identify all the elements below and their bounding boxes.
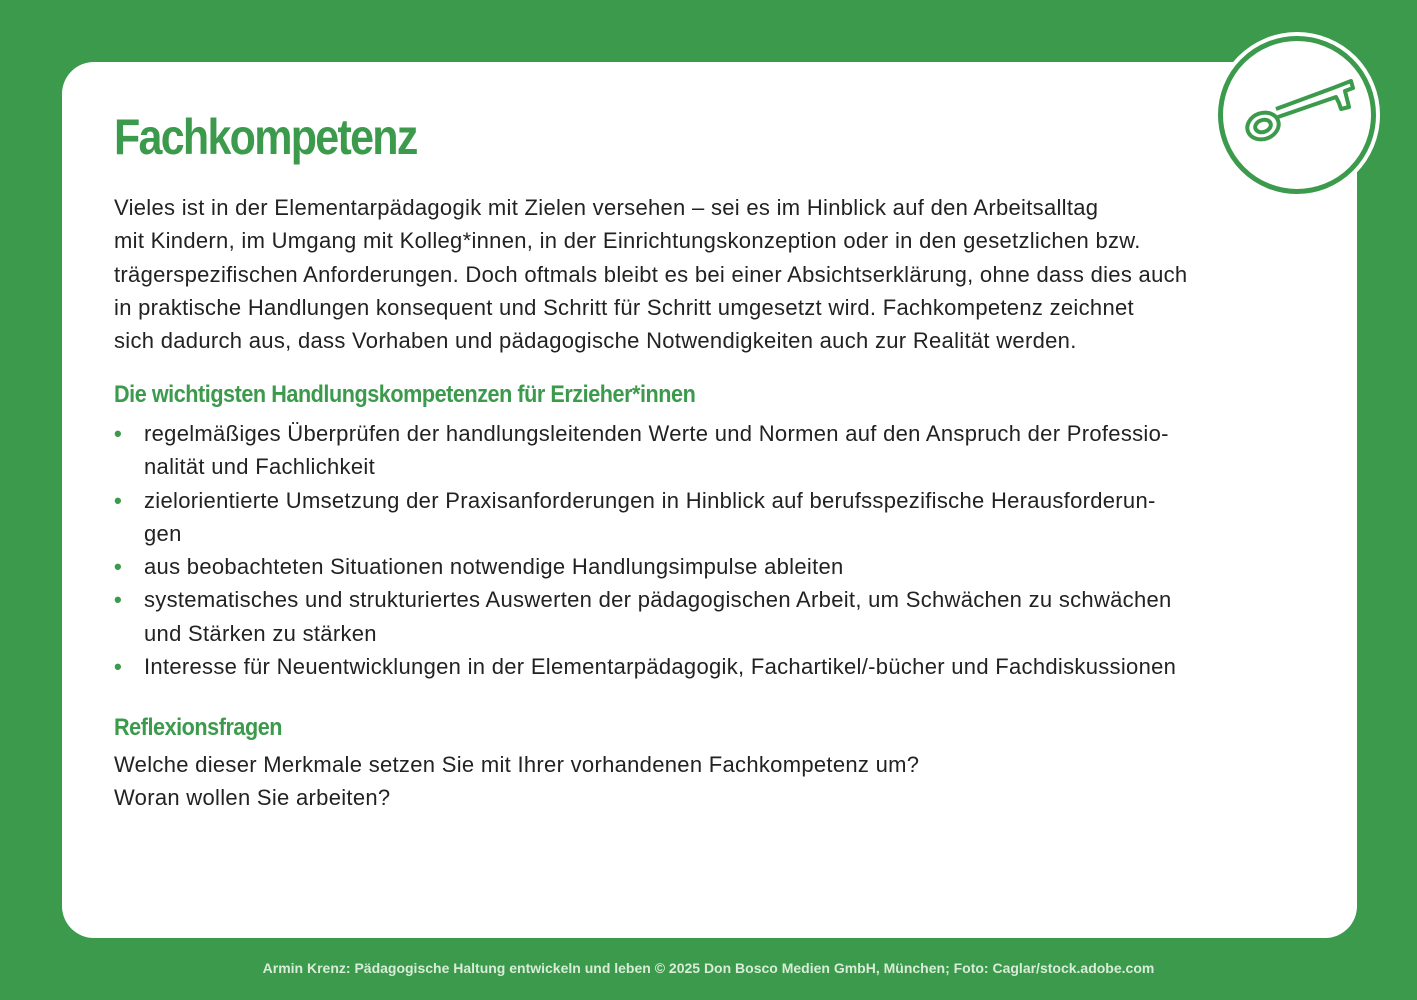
key-badge [1218,36,1376,194]
list-item-text: aus beobachteten Situationen notwendige Handlungsimpulse ableiten [144,554,844,580]
reflection-questions [114,748,919,815]
bullet-icon: • [114,487,123,513]
intro-line: in praktische Handlungen konsequent und Schritt für Schritt umgesetzt wird. Fachkompetenz zeichnet [114,294,1134,320]
intro-line: sich dadurch aus, dass Vorhaben und pädagogische Notwendigkeiten auch zur Realität werden. [114,328,1077,354]
competencies-heading: Die wichtigsten Handlungskompetenzen für Erzieher*innen [114,381,696,408]
competencies-list [114,417,1176,683]
list-item-text: gen [144,520,182,546]
list-item-text: nalität und Fachlichkeit [144,454,375,480]
footer-credits: Armin Krenz: Pädagogische Haltung entwickeln und leben © 2025 Don Bosco Medien GmbH, München; Foto: Caglar/stock.adobe.com [262,960,1155,976]
bullet-icon: • [114,587,123,613]
intro-line: trägerspezifischen Anforderungen. Doch oftmals bleibt es bei einer Absichtserklärung, ohne dass dies auch [114,261,1188,287]
list-item [114,650,1176,683]
list-item [114,583,1176,650]
bullet-icon: • [114,554,123,580]
reflection-heading: Reflexionsfragen [114,714,283,741]
page-title: Fachkompetenz [114,109,417,165]
reflection-question: Woran wollen Sie arbeiten? [114,785,391,811]
key-icon [1241,71,1361,161]
bullet-icon: • [114,654,123,680]
list-item-text: und Stärken zu stärken [144,620,377,646]
intro-paragraph [114,191,1187,357]
list-item-text: systematisches und strukturiertes Auswerten der pädagogischen Arbeit, um Schwächen zu schwächen [144,587,1172,613]
list-item [114,484,1176,551]
intro-line: mit Kindern, im Umgang mit Kolleg*innen, in der Einrichtungskonzeption oder in den gesetzlichen bzw. [114,228,1141,254]
list-item [114,550,1176,583]
list-item-text: Interesse für Neuentwicklungen in der Elementarpädagogik, Fachartikel/-bücher und Fachdiskussionen [144,654,1177,680]
reflection-question: Welche dieser Merkmale setzen Sie mit Ihrer vorhandenen Fachkompetenz um? [114,752,920,777]
list-item-text: zielorientierte Umsetzung der Praxisanforderungen in Hinblick auf berufsspezifische Herausforderun- [144,487,1156,513]
list-item-text: regelmäßiges Überprüfen der handlungsleitenden Werte und Normen auf den Anspruch der Professio- [144,421,1169,446]
bullet-icon: • [114,421,123,446]
intro-line: Vieles ist in der Elementarpädagogik mit Zielen versehen – sei es im Hinblick auf den Arbeitsalltag [114,195,1099,220]
list-item [114,417,1176,484]
